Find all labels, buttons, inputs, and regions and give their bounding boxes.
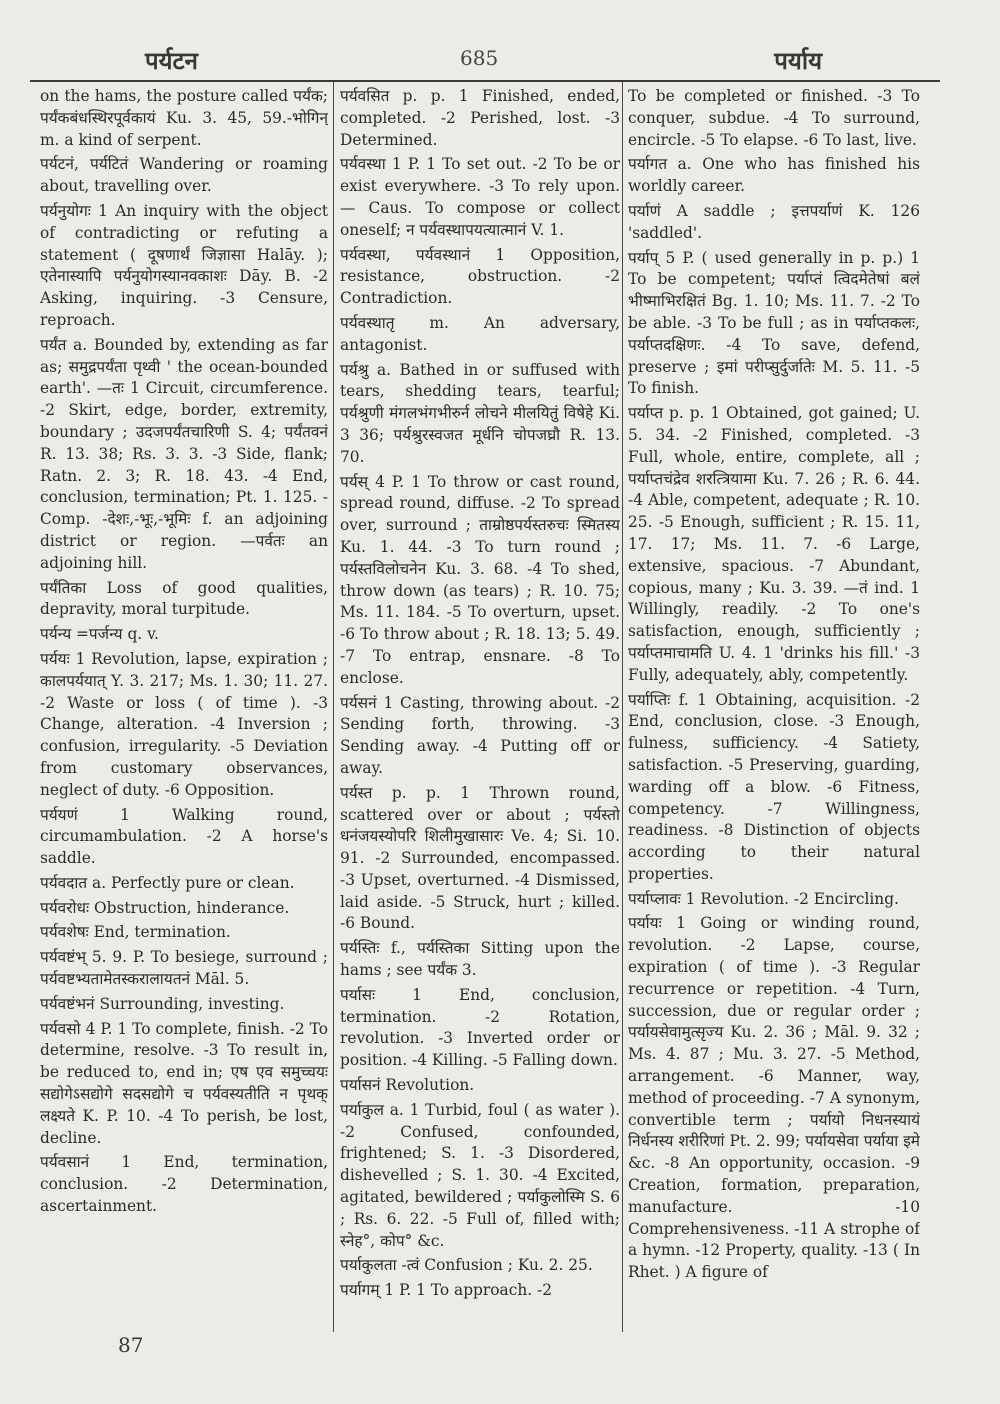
dictionary-entry: पर्यवस्था 1 P. 1 To set out. -2 To be or exist everywhere. -3 To rely upon. — Caus. To compose or collect oneself; न पर्यवस्थापयत्यात्मानं V. 1. xyxy=(340,155,620,239)
dictionary-entry: To be completed or finished. -3 To conquer, subdue. -4 To surround, encircle. -5 To elapse. -6 To last, live. xyxy=(628,87,920,149)
dictionary-entry: पर्यटनं, पर्यटितं Wandering or roaming about, travelling over. xyxy=(40,155,328,196)
dictionary-entry: पर्यागत a. One who has finished his worldly career. xyxy=(628,155,920,196)
dictionary-entry: पर्ययः 1 Revolution, lapse, expiration ; कालपर्ययात् Y. 3. 217; Ms. 1. 30; 11. 27. -2 Waste or loss ( of time ). -3 Change, alteration. -4 Inversion ; confusion, irregularity. -5 Deviation from customary observances, neglect of duty. -6 Opposition. xyxy=(40,649,328,799)
page-number: 685 xyxy=(460,46,499,70)
column-divider xyxy=(333,82,334,1332)
dictionary-entry: पर्यस्त p. p. 1 Thrown round, scattered over or about ; पर्यस्तो धनंजयस्योपरि शिलीमुखासारः Ve. 4; Si. 10. 91. -2 Surrounded, encompassed. -3 Upset, overturned. -4 Dismissed, laid aside. -5 Struck, hurt ; killed. -6 Bound. xyxy=(340,783,620,933)
dictionary-entry: पर्यसनं 1 Casting, throwing about. -2 Sending forth, throwing. -3 Sending away. -4 Putting off or away. xyxy=(340,693,620,777)
left-guide-word: पर्यटन xyxy=(145,46,198,75)
dictionary-entry: पर्यवशेषः End, termination. xyxy=(40,923,231,942)
dictionary-entry: on the hams, the posture called पर्यंक; पर्यंकबंधस्थिरपूर्वकायं Ku. 3. 45, 59.-भोगिन् m. a kind of serpent. xyxy=(40,87,328,149)
dictionary-entry: पर्यश्रु a. Bathed in or suffused with tears, shedding tears, tearful; पर्यश्रुणी मंगलभंगभीरुर्न लोचने मीलयितुं विषेहे Ki. 3 36; पर्यश्रुरस्वजत मूर्धनि चोपजघ्रौ R. 13. 70. xyxy=(340,360,620,466)
column-middle xyxy=(340,86,620,1326)
dictionary-entry: पर्यस् 4 P. 1 To throw or cast round, spread round, diffuse. -2 To spread over, surround ; ताम्रोष्ठपर्यस्तरुचः स्मितस्य Ku. 1. 44. -3 To turn round ; पर्यस्तविलोचनेन Ku. 3. 68. -4 To shed, throw down (as tears) ; R. 10. 75; Ms. 11. 184. -5 To overturn, upset. -6 To throw about ; R. 18. 13; 5. 49. -7 To entrap, ensnare. -8 To enclose. xyxy=(340,472,620,687)
dictionary-entry: पर्यनुयोगः 1 An inquiry with the object of contradicting or refuting a statement ( दूषणार्थं जिज्ञासा Halāy. ); एतेनास्यापि पर्यनुयोगस्यानवकाशः Dāy. B. -2 Asking, inquiring. -3 Censure, reproach. xyxy=(40,201,328,329)
dictionary-entry: पर्ययणं 1 Walking round, circumambulation. -2 A horse's saddle. xyxy=(40,805,328,868)
dictionary-entry: पर्यासनं Revolution. xyxy=(340,1076,475,1095)
column-left xyxy=(40,86,328,1326)
dictionary-entry: पर्याणं A saddle ; इत्तपर्याणं K. 126 'saddled'. xyxy=(628,201,920,242)
dictionary-entry: पर्याप्लावः 1 Revolution. -2 Encircling. xyxy=(628,889,899,908)
dictionary-entry: पर्यवसो 4 P. 1 To complete, finish. -2 To determine, resolve. -3 To result in, be reduced to, end in; एष एव समुच्चयः सद्योगेऽसद्योगे सदसद्योगे च पर्यवस्यतीति न पृथक् लक्ष्यते K. P. 10. -4 To perish, be lost, decline. xyxy=(40,1019,328,1147)
column-divider xyxy=(622,82,623,1332)
dictionary-entry: पर्यवसित p. p. 1 Finished, ended, completed. -2 Perished, lost. -3 Determined. xyxy=(340,87,620,149)
dictionary-entry: पर्याप्तिः f. 1 Obtaining, acquisition. -2 End, conclusion, close. -3 Enough, fulness, sufficiency. -4 Satiety, satisfaction. -5 Preserving, guarding, warding off a blow. -6 Fitness, competency. -7 Willingness, readiness. -8 Distinction of objects according to their natural properties. xyxy=(628,690,920,883)
dictionary-entry: पर्यवस्था, पर्यवस्थानं 1 Opposition, resistance, obstruction. -2 Contradiction. xyxy=(340,245,620,308)
page-header xyxy=(30,38,970,82)
column-right xyxy=(628,86,920,1326)
right-guide-word: पर्याय xyxy=(774,46,822,75)
dictionary-entry: पर्यंत a. Bounded by, extending as far as; समुद्रपर्यंता पृथ्वी ' the ocean-bounded earth'. —तः 1 Circuit, circumference. -2 Skirt, edge, border, extremity, boundary ; उदजपर्यंतचारिणी S. 4; पर्यंतवनं R. 13. 38; Rs. 3. 3. -3 Side, flank; Ratn. 2. 3; R. 18. 43. -4 End, conclusion, termination; Pt. 1. 125. -Comp. -देशः,-भूः,-भूमिः f. an adjoining district or region. —पर्वतः an adjoining hill. xyxy=(40,335,328,572)
dictionary-entry: पर्यासः 1 End, conclusion, termination. -2 Rotation, revolution. -3 Inverted order or position. -4 Killing. -5 Falling down. xyxy=(340,985,620,1070)
dictionary-entry: पर्यागम् 1 P. 1 To approach. -2 xyxy=(340,1281,553,1300)
dictionary-entry: पर्याप् 5 P. ( used generally in p. p.) 1 To be competent; पर्याप्तं त्विदमेतेषां बलं भीष्माभिरक्षितं Bg. 1. 10; Ms. 11. 7. -2 To be able. -3 To be full ; as in पर्याप्तकलः, पर्याप्तदक्षिणः. -4 To save, defend, preserve ; इमां परीप्सुर्दुर्जातेः M. 5. 11. -5 To finish. xyxy=(628,248,920,398)
dictionary-entry: पर्याकुलता -त्वं Confusion ; Ku. 2. 25. xyxy=(340,1256,593,1275)
dictionary-entry: पर्याकुल a. 1 Turbid, foul ( as water ). -2 Confused, confounded, frightened; S. 1. -3 Disordered, dishevelled ; S. 1. 30. -4 Excited, agitated, bewildered ; पर्याकुलोस्मि S. 6 ; Rs. 6. 22. -5 Full of, filled with; स्नेह°, कोप° &c. xyxy=(340,1100,620,1250)
dictionary-entry: पर्यवरोधः Obstruction, hinderance. xyxy=(40,898,290,917)
dictionary-entry: पर्यायः 1 Going or winding round, revolution. -2 Lapse, course, expiration ( of time ). -3 Regular recurrence or repetition. -4 Turn, succession, due or regular order ; पर्यायसेवामुत्सृज्य Ku. 2. 36 ; Māl. 9. 32 ; Ms. 4. 87 ; Mu. 3. 27. -5 Method, arrangement. -6 Manner, way, method of proceeding. -7 A synonym, convertible term ; पर्यायो निधनस्यायं निर्धनस्य शरीरिणां Pt. 2. 99; पर्यायसेवा पर्याया इमे &c. -8 An opportunity, occasion. -9 Creation, formation, preparation, manufacture. -10 Comprehensiveness. -11 A strophe of a hymn. -12 Property, quality. -13 ( In Rhet. ) A figure of xyxy=(628,914,920,1282)
dictionary-entry: पर्यवस्थातृ m. An adversary, antagonist. xyxy=(340,313,620,354)
dictionary-entry: पर्यन्य =पर्जन्य q. v. xyxy=(40,625,159,644)
header-rule xyxy=(30,80,940,82)
dictionary-entry: पर्यवष्टंभ् 5. 9. P. To besiege, surround ; पर्यवष्टभ्यतामेतस्करालायतनं Māl. 5. xyxy=(40,948,328,989)
dictionary-entry: पर्यवसानं 1 End, termination, conclusion. -2 Determination, ascertainment. xyxy=(40,1153,328,1216)
dictionary-entry: पर्यवदात a. Perfectly pure or clean. xyxy=(40,873,295,892)
signature-mark: 87 xyxy=(118,1333,144,1357)
dictionary-entry: पर्यस्तिः f., पर्यस्तिका Sitting upon the hams ; see पर्यंक 3. xyxy=(340,939,620,980)
dictionary-entry: पर्यंतिका Loss of good qualities, depravity, moral turpitude. xyxy=(40,578,328,619)
dictionary-entry: पर्याप्त p. p. 1 Obtained, got gained; U. 5. 34. -2 Finished, completed. -3 Full, whole, entire, complete, all ; पर्याप्तचंद्रेव शरत्त्रियामा Ku. 7. 26 ; R. 6. 44. -4 Able, competent, adequate ; R. 10. 25. -5 Enough, sufficient ; R. 15. 11, 17. 17; Ms. 11. 7. -6 Large, extensive, spacious. -7 Abundant, copious, many ; Ku. 3. 39. —तं ind. 1 Willingly, readily. -2 To one's satisfaction, enough, sufficiently ; पर्याप्तमाचामति U. 4. 1 'drinks his fill.' -3 Fully, adequately, ably, competently. xyxy=(628,404,920,684)
dictionary-entry: पर्यवष्टंभनं Surrounding, investing. xyxy=(40,994,285,1013)
